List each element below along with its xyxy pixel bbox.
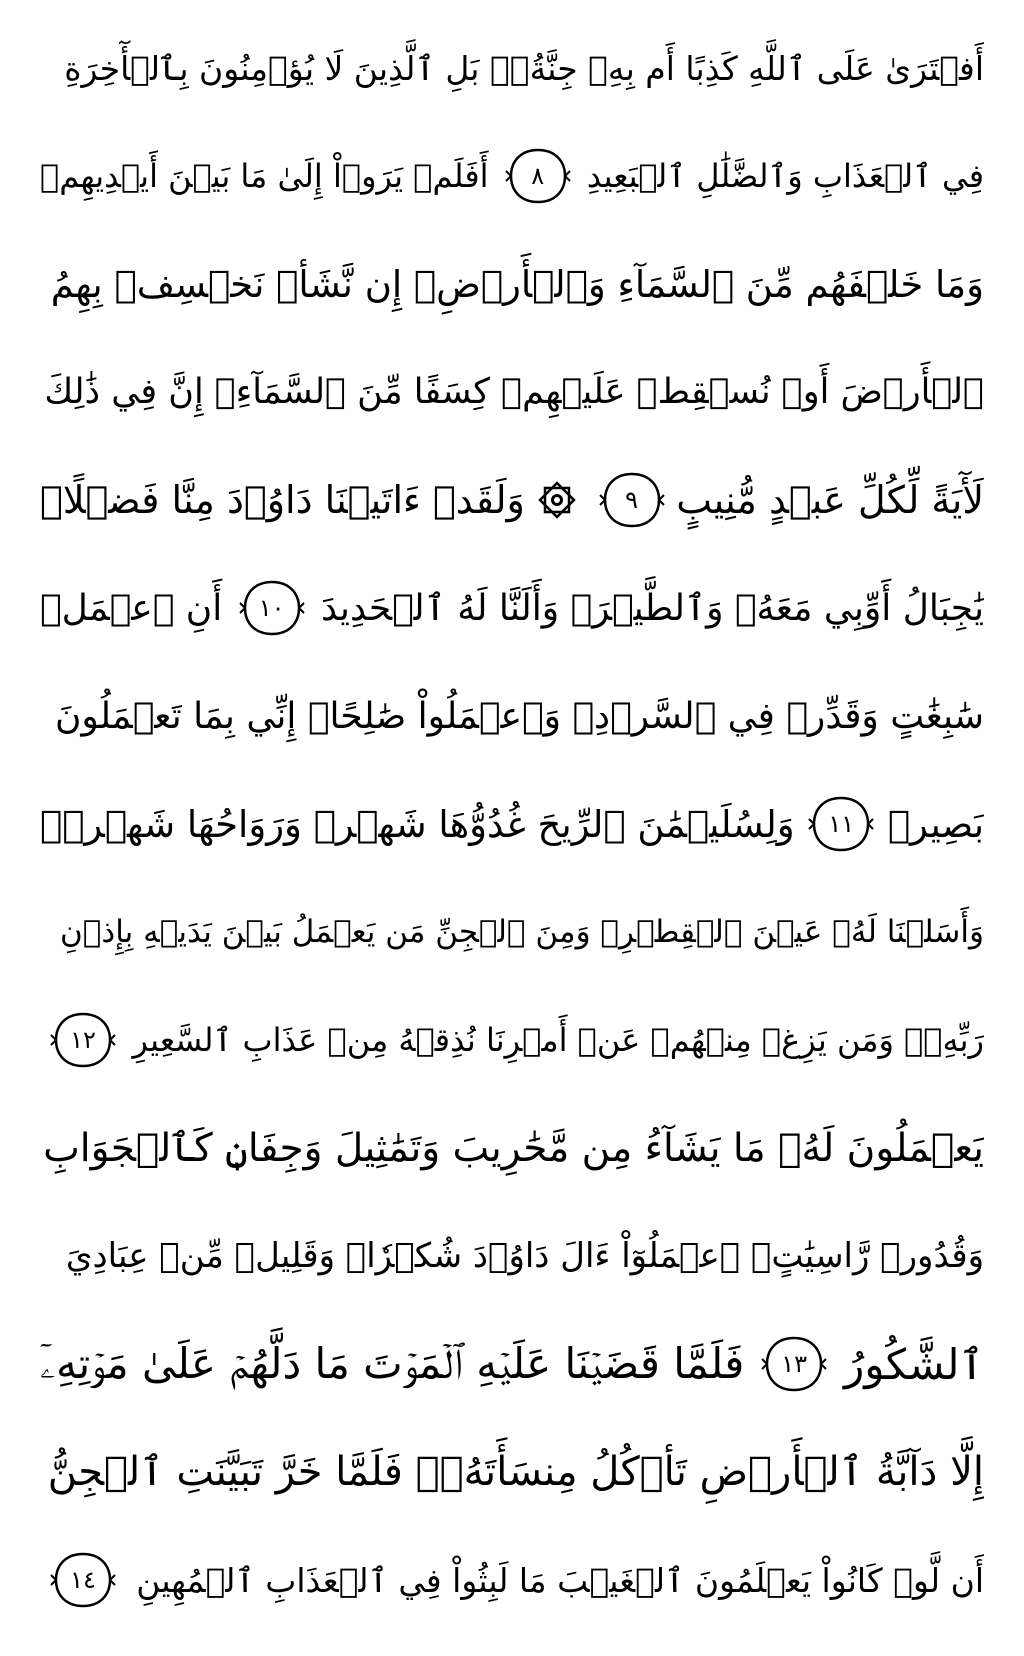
- text-line-3: [40, 230, 984, 338]
- text-line-9: [40, 878, 984, 986]
- verse-text: أَفَلَمۡ يَرَوۡاْ إِلَىٰ مَا بَيۡنَ أَيۡدِيهِمۡ: [40, 157, 489, 195]
- text-line-10: [40, 986, 984, 1094]
- text-line-8: [40, 770, 984, 878]
- ayah-number-marker: [50, 1551, 116, 1609]
- verse-text: فِي ٱلۡعَذَابِ وَٱلضَّلَٰلِ ٱلۡبَعِيدِ: [586, 157, 984, 195]
- ayah-number: ٨: [531, 162, 545, 190]
- ayah-number: ١٣: [781, 1350, 808, 1378]
- verse-text: سَٰبِغَٰتٍ وَقَدِّرۡ فِي ٱلسَّرۡدِۖ وَٱعۡمَلُواْ صَٰلِحًاۖ إِنِّي بِمَا تَعۡمَلُونَ: [54, 695, 984, 737]
- ayah-number-marker: [599, 471, 665, 529]
- text-line-5: [40, 446, 984, 554]
- text-line-11: [40, 1094, 984, 1202]
- ayah-number-marker: [808, 795, 874, 853]
- text-line-12: [40, 1202, 984, 1310]
- verse-text: أَفۡتَرَىٰ عَلَى ٱللَّهِ كَذِبًا أَم بِهِۦ جِنَّةُۢۗ بَلِ ٱلَّذِينَ لَا يُؤۡمِنُونَ بِٱلۡأٓخِرَةِ: [64, 48, 984, 88]
- text-line-7: [40, 662, 984, 770]
- verse-text: وَمَا خَلۡفَهُم مِّنَ ٱلسَّمَآءِ وَٱلۡأَرۡضِۚ إِن نَّشَأۡ نَخۡسِفۡ بِهِمُ: [50, 262, 984, 306]
- ayah-number: ٩: [625, 486, 638, 514]
- verse-text: وَلِسُلَيۡمَٰنَ ٱلرِّيحَ غُدُوُّهَا شَهۡرٞ وَرَوَاحُهَا شَهۡرٞۖ: [40, 802, 795, 846]
- text-line-13: [40, 1310, 984, 1418]
- ayah-number: ١١: [828, 810, 855, 838]
- text-line-4: [40, 338, 984, 446]
- verse-text: لَأٓيَةً لِّكُلِّ عَبۡدٍ مُّنِيبٍ: [676, 478, 984, 522]
- verse-text: ٱلشَّكُورُ: [843, 1339, 984, 1389]
- ayah-number: ١٠: [258, 594, 285, 622]
- ayah-number-marker: [761, 1335, 827, 1393]
- verse-text: وَأَسَلۡنَا لَهُۥ عَيۡنَ ٱلۡقِطۡرِۖ وَمِنَ ٱلۡجِنِّ مَن يَعۡمَلُ بَيۡنَ يَدَيۡهِ بِإِذۡنِ: [60, 914, 984, 950]
- verse-text: ٱلۡأَرۡضَ أَوۡ نُسۡقِطۡ عَلَيۡهِمۡ كِسَفًا مِّنَ ٱلسَّمَآءِۚ إِنَّ فِي ذَٰلِكَ: [44, 372, 984, 412]
- verse-text: يَعۡمَلُونَ لَهُۥ مَا يَشَآءُ مِن مَّحَٰرِيبَ وَتَمَٰثِيلَ وَجِفَانٖ كَٱلۡجَوَابِ: [43, 1125, 984, 1171]
- text-line-2: [40, 122, 984, 230]
- verse-text: رَبِّهِۦۖ وَمَن يَزِغۡ مِنۡهُمۡ عَنۡ أَمۡرِنَا نُذِقۡهُ مِنۡ عَذَابِ ٱلسَّعِيرِ: [132, 1021, 984, 1059]
- verse-text: بَصِيرٞ: [887, 802, 984, 846]
- ayah-number: ١٢: [70, 1026, 96, 1054]
- verse-text: أَنِ ٱعۡمَلۡ: [40, 587, 223, 629]
- text-line-15: [40, 1526, 984, 1634]
- verse-text: فَلَمَّا قَضَيۡنَا عَلَيۡهِ ٱلۡمَوۡتَ مَا دَلَّهُمۡ عَلَىٰ مَوۡتِهِۦٓ: [40, 1339, 745, 1388]
- text-line-1: [40, 14, 984, 122]
- verse-text: إِلَّا دَآبَّةُ ٱلۡأَرۡضِ تَأۡكُلُ مِنسَأَتَهُۥۖ فَلَمَّا خَرَّ تَبَيَّنَتِ ٱلۡجِنُّ: [47, 1449, 984, 1495]
- verse-text: وَلَقَدۡ ءَاتَيۡنَا دَاوُۥدَ مِنَّا فَضۡلًاۖ: [40, 478, 525, 522]
- ayah-number-marker: [239, 579, 305, 637]
- ayah-number: ١٤: [70, 1566, 96, 1594]
- rub-el-hizb-icon: [537, 480, 577, 520]
- verse-text: أَن لَّوۡ كَانُواْ يَعۡلَمُونَ ٱلۡغَيۡبَ مَا لَبِثُواْ فِي ٱلۡعَذَابِ ٱلۡمُهِينِ: [136, 1560, 984, 1600]
- ayah-number-marker: [505, 147, 571, 205]
- text-line-14: [40, 1418, 984, 1526]
- verse-text: يَٰجِبَالُ أَوِّبِي مَعَهُۥ وَٱلطَّيۡرَۖ وَأَلَنَّا لَهُ ٱلۡحَدِيدَ: [321, 587, 984, 629]
- ayah-number-marker: [50, 1011, 116, 1069]
- text-line-6: [40, 554, 984, 662]
- verse-text: وَقُدُورٖ رَّاسِيَٰتٍۚ ٱعۡمَلُوٓاْ ءَالَ دَاوُۥدَ شُكۡرٗاۚ وَقَلِيلٞ مِّنۡ عِبَادِيَ: [65, 1236, 984, 1276]
